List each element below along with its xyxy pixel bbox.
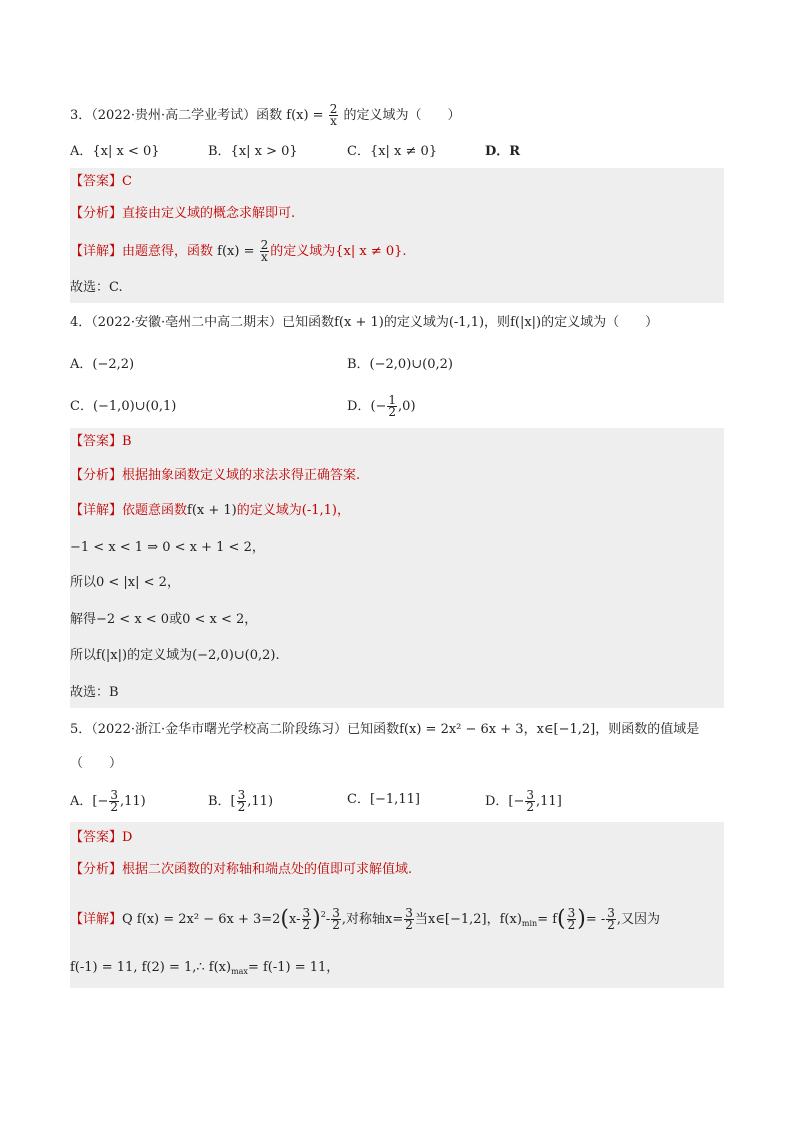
q3-conclusion: 故选：C.: [70, 280, 123, 295]
q4-answer: [70, 432, 132, 452]
frac-num: 1: [388, 393, 397, 407]
q4-step1: −1 < x < 1 ⇒ 0 < x + 1 < 2，: [70, 540, 265, 555]
frac-den: 2: [110, 800, 118, 814]
frac-den: 2: [388, 405, 397, 419]
detail-part: x∈[−1,2]，f(x): [427, 912, 522, 927]
analysis-tag: 【分析】: [70, 862, 123, 877]
option-fraction: [237, 790, 247, 813]
q4-step2: 所以0 < |x| < 2，: [70, 575, 180, 590]
option-fraction: [525, 790, 535, 813]
detail-text: 由题意得，函数: [122, 244, 214, 259]
detail-fraction-2: [331, 908, 341, 931]
step-fabs: f(|x|): [96, 648, 128, 663]
frac-den: 2: [567, 918, 576, 932]
q4-fx1: f(x + 1): [334, 315, 384, 330]
frac-num: 3: [110, 788, 118, 802]
detail-part: = -: [585, 912, 606, 927]
q4-stem: [70, 313, 658, 333]
paren-open: (: [280, 906, 290, 932]
q4-step4: [70, 646, 280, 666]
q3-function: f(x) =: [286, 108, 324, 123]
paren-close-2: ): [577, 906, 586, 932]
analysis-tag: 【分析】: [70, 206, 123, 221]
q5-stem-line2: （ ）: [70, 756, 123, 771]
detail-fraction-4: [567, 908, 577, 931]
q5-option-b[interactable]: [208, 790, 273, 813]
analysis-text: 根据二次函数的对称轴和端点处的值即可求解值域.: [122, 862, 413, 877]
detail-text-end: 的定义域为{x| x ≠ 0}.: [270, 244, 407, 259]
detail-text-end: 的定义域为(-1,1)，: [236, 503, 350, 518]
q5-function: f(x) = 2x² − 6x + 3: [399, 722, 524, 737]
paren-close: ): [312, 906, 321, 932]
step-text-end: 的定义域为(−2,0)∪(0,2).: [127, 648, 280, 663]
q4-fabs: f(|x|): [510, 315, 542, 330]
max-subscript: max: [231, 967, 248, 976]
q4-step3: 解得−2 < x < 0或0 < x < 2，: [70, 612, 258, 627]
last-text: f(-1) = 11, f(2) = 1,∴ f(x): [70, 960, 232, 975]
step-text: 所以: [70, 648, 97, 663]
detail-tag: 【详解】: [70, 244, 123, 259]
q4-stem-text: 4．（2022·安徽·亳州二中高二期末）已知函数: [70, 315, 335, 330]
detail-fx1: f(x + 1): [187, 503, 237, 518]
q4-stem-mid: 的定义域为(-1,1)，则: [383, 315, 511, 330]
frac-num: 3: [332, 906, 340, 920]
q5-stem-end: ，x∈[−1,2]，则函数的值域是: [523, 722, 700, 737]
last-text-end: = f(-1) = 11，: [247, 960, 340, 975]
answer-value: D: [122, 830, 133, 845]
min-subscript: min: [521, 919, 538, 928]
frac-num: 2: [260, 238, 269, 252]
q5-stem: [70, 720, 699, 740]
q4-option-a[interactable]: A．(−2,2): [70, 357, 135, 372]
frac-den: 2: [607, 918, 615, 932]
q3-option-c[interactable]: C．{x| x ≠ 0}: [347, 144, 438, 159]
q4-option-c[interactable]: C．(−1,0)∪(0,1): [70, 399, 177, 414]
q4-detail: [70, 501, 350, 521]
q5-stem-text: 5．（2022·浙江·金华市曙光学校高二阶段练习）已知函数: [70, 722, 400, 737]
option-fraction: [387, 395, 397, 418]
q4-option-b[interactable]: B．(−2,0)∪(0,2): [347, 357, 453, 372]
q4-conclusion: 故选：B: [70, 685, 119, 700]
q3-detail: [70, 240, 407, 263]
detail-fraction: [302, 908, 312, 931]
paren: (−: [370, 399, 387, 414]
frac-den: 2: [405, 918, 413, 932]
q3-option-d[interactable]: D．R: [485, 144, 521, 159]
detail-fraction: [260, 240, 270, 263]
frac-num: 3: [526, 788, 535, 802]
detail-part: ,对称轴: [341, 912, 386, 927]
q3-option-a[interactable]: A．{x| x < 0}: [70, 144, 160, 159]
frac-den: x: [261, 250, 268, 264]
option-label: D．: [347, 399, 371, 414]
option-text-end: ,11): [120, 794, 146, 809]
answer-value: C: [122, 174, 132, 189]
q4-stem-end: 的定义域为（ ）: [541, 315, 659, 330]
detail-part: 当: [414, 912, 428, 927]
q5-answer: [70, 828, 132, 848]
answer-tag: 【答案】: [70, 830, 123, 845]
detail-minus: -: [296, 912, 301, 927]
detail-part: ,又因为: [616, 912, 661, 927]
q3-stem-end: 的定义域为（ ）: [343, 108, 461, 123]
frac-num: 3: [567, 906, 576, 920]
answer-tag: 【答案】: [70, 434, 123, 449]
q5-detail: [70, 905, 660, 934]
detail-exponent: 2: [320, 910, 326, 919]
q5-option-a[interactable]: [70, 790, 146, 813]
analysis-text: 直接由定义域的概念求解即可.: [122, 206, 296, 221]
option-text-end: ,11): [247, 794, 274, 809]
frac-den: 2: [302, 918, 311, 932]
frac-den: 2: [237, 800, 246, 814]
frac-num: 3: [607, 906, 615, 920]
detail-var: x=: [385, 912, 404, 927]
option-text-end: ,11]: [536, 794, 562, 809]
q5-last-line: [70, 958, 339, 982]
frac-num: 2: [329, 102, 338, 116]
option-text: D．[−: [485, 794, 525, 809]
detail-fraction-3: [404, 908, 414, 931]
q3-analysis: [70, 204, 295, 224]
q3-answer: [70, 172, 132, 192]
q3-stem-text: 3．（2022·贵州·高二学业考试）函数: [70, 108, 283, 123]
q3-stem: [70, 104, 461, 127]
analysis-tag: 【分析】: [70, 468, 123, 483]
detail-tag: 【详解】: [70, 503, 123, 518]
frac-den: x: [330, 114, 337, 128]
q5-analysis: [70, 860, 412, 880]
detail-tag: 【详解】: [70, 912, 123, 927]
detail-part: = f: [537, 912, 558, 927]
answer-value: B: [122, 434, 132, 449]
answer-tag: 【答案】: [70, 174, 123, 189]
frac-num: 3: [405, 906, 413, 920]
frac-num: 3: [302, 906, 311, 920]
q5-option-d[interactable]: [485, 790, 562, 813]
detail-text: 依题意函数: [122, 503, 188, 518]
detail-part: Q f(x) = 2x² − 6x + 3=2: [122, 912, 281, 927]
paren-open-2: (: [557, 906, 566, 932]
option-text: B．[: [208, 794, 236, 809]
q3-solution-box: [70, 168, 724, 303]
analysis-text: 根据抽象函数定义域的求法求得正确答案.: [122, 468, 361, 483]
option-fraction: [109, 790, 119, 813]
q5-option-c[interactable]: C．[−1,11]: [347, 792, 420, 807]
frac-den: 2: [332, 918, 340, 932]
detail-minus-2: -: [325, 912, 331, 927]
q3-fraction: [329, 104, 339, 127]
frac-den: 2: [526, 800, 535, 814]
detail-fraction-5: [606, 908, 616, 931]
detail-function: f(x) =: [217, 244, 255, 259]
detail-var: x: [289, 912, 297, 927]
paren-end: ,0): [398, 399, 416, 414]
q3-option-b[interactable]: B．{x| x > 0}: [208, 144, 298, 159]
q4-analysis: [70, 466, 360, 486]
option-text: A．[−: [70, 794, 109, 809]
frac-num: 3: [237, 788, 246, 802]
q4-option-d[interactable]: [347, 395, 416, 418]
